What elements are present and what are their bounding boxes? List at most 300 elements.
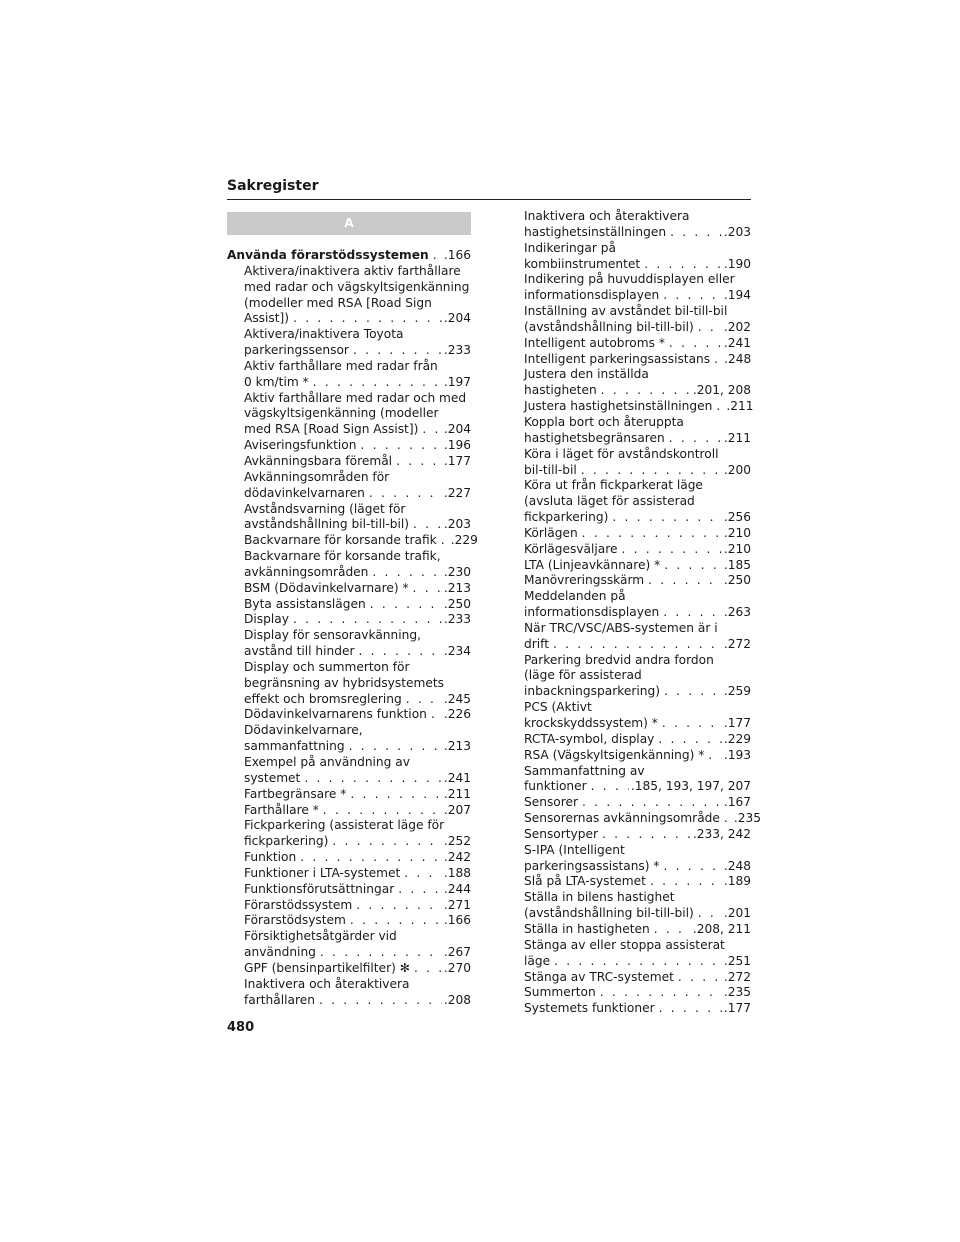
index-entry-text: Indikering på huvuddisplayen eller xyxy=(524,272,735,287)
index-entry-row xyxy=(524,399,754,415)
index-entry-row xyxy=(524,795,751,811)
index-entry-row xyxy=(524,225,751,241)
page-reference: .203 xyxy=(723,224,751,239)
dot-leader xyxy=(601,383,691,399)
page-reference: .166 xyxy=(443,913,471,928)
dot-leader xyxy=(654,922,691,938)
index-entry xyxy=(524,843,751,875)
dot-leader xyxy=(670,225,722,241)
page-reference: .211 xyxy=(723,430,751,445)
index-entry-text: användning xyxy=(244,945,316,960)
index-entry-row xyxy=(244,803,471,819)
dot-leader xyxy=(370,597,442,613)
index-entry xyxy=(524,811,762,827)
dot-leader xyxy=(356,898,442,914)
dot-leader xyxy=(678,970,722,986)
page-reference: .200 xyxy=(723,462,751,477)
index-entry xyxy=(227,391,471,439)
index-entry-text: Körlägesväljare xyxy=(524,541,618,556)
index-entry-text: Dödavinkelvarnare, xyxy=(244,723,363,738)
index-entry-text: Manövreringsskärm xyxy=(524,573,645,588)
index-entry xyxy=(524,558,751,574)
index-entry xyxy=(524,415,751,447)
page-reference: .177 xyxy=(723,1001,751,1016)
index-entry-row xyxy=(244,375,471,391)
index-entry-row xyxy=(524,320,751,336)
index-entry-row xyxy=(244,422,471,438)
page-reference: .256 xyxy=(723,510,751,525)
header-divider xyxy=(227,199,751,200)
index-entry-text: funktioner xyxy=(524,779,587,794)
index-entry xyxy=(227,755,471,787)
index-entry xyxy=(524,241,751,273)
index-entry-text: läge xyxy=(524,953,551,968)
index-entry-text: Intelligent autobroms * xyxy=(524,335,665,350)
index-entry-row xyxy=(524,716,751,732)
index-entry-row xyxy=(244,961,471,977)
index-entry-row xyxy=(244,612,471,628)
dot-leader xyxy=(662,716,722,732)
index-entry xyxy=(227,961,471,977)
index-entry-row xyxy=(524,748,751,764)
section-letter-banner: A xyxy=(227,212,471,235)
index-entry-text: Aktiv farthållare med radar från xyxy=(244,358,438,373)
page-reference: .248 xyxy=(723,858,751,873)
page-reference: .204 xyxy=(443,311,471,326)
dot-leader xyxy=(293,612,442,628)
dot-leader xyxy=(431,707,442,723)
dot-leader xyxy=(396,454,442,470)
index-entry xyxy=(227,549,471,581)
index-entry-text: Sensorer xyxy=(524,795,579,810)
page-reference: .208, 211 xyxy=(692,921,751,936)
index-entry-row xyxy=(524,779,751,795)
dot-leader xyxy=(669,431,722,447)
index-entry xyxy=(524,890,751,922)
index-entry xyxy=(524,399,754,415)
page-reference: .263 xyxy=(723,605,751,620)
index-entry xyxy=(227,850,471,866)
index-entry xyxy=(524,526,751,542)
index-entry xyxy=(227,470,471,502)
index-entry-row xyxy=(244,739,471,755)
dot-leader xyxy=(349,739,442,755)
dot-leader xyxy=(600,985,722,1001)
index-entry-text: Avståndsvarning (läget för xyxy=(244,501,406,516)
index-entry xyxy=(524,573,751,589)
index-entry-row xyxy=(244,343,471,359)
page-reference: .230 xyxy=(443,564,471,579)
index-entry-row xyxy=(524,874,751,890)
index-entry-text: Assist]) xyxy=(244,311,290,326)
dot-leader xyxy=(621,542,721,558)
page-reference: .227 xyxy=(443,485,471,500)
page-reference: .241 xyxy=(443,770,471,785)
index-entry xyxy=(524,764,751,796)
page-reference: .190 xyxy=(723,256,751,271)
index-entry-text: parkeringsassistans) * xyxy=(524,858,660,873)
page-reference: .213 xyxy=(443,580,471,595)
index-entry xyxy=(524,209,751,241)
index-entry-text: parkeringssensor xyxy=(244,343,349,358)
index-entry-row xyxy=(244,898,471,914)
index-entry-row xyxy=(244,882,471,898)
index-entry-text: När TRC/VSC/ABS-systemen är i xyxy=(524,620,718,635)
dot-leader xyxy=(350,913,442,929)
index-entry-text: Inaktivera och återaktivera xyxy=(524,209,690,223)
index-entry-row xyxy=(244,581,471,597)
index-entry xyxy=(227,707,471,723)
index-entry xyxy=(524,700,751,732)
index-entry-row xyxy=(244,787,471,803)
index-entry-text: Exempel på användning av xyxy=(244,755,410,769)
index-entry xyxy=(524,732,751,748)
index-entry-text: hastighetsinställningen xyxy=(524,224,667,239)
index-entry-text: dödavinkelvarnaren xyxy=(244,485,365,500)
index-entry-text: Stänga av eller stoppa assisterat xyxy=(524,937,725,952)
page-reference: .245 xyxy=(443,691,471,706)
dot-leader xyxy=(369,486,442,502)
page-reference: .233 xyxy=(443,343,471,358)
index-entry xyxy=(524,272,751,304)
dot-leader xyxy=(404,866,442,882)
index-entry-row xyxy=(524,558,751,574)
index-entry-row xyxy=(244,454,471,470)
index-entry-text: Förarstödsystem xyxy=(244,913,346,928)
index-entry xyxy=(227,612,471,628)
index-entry-text: bil-till-bil xyxy=(524,462,577,477)
dot-leader xyxy=(441,533,449,549)
index-entry-text: (läge för assisterad xyxy=(524,668,642,683)
index-entry xyxy=(227,502,471,534)
dot-leader xyxy=(591,779,629,795)
index-entry-text: Inaktivera och återaktivera xyxy=(244,976,410,991)
index-entry xyxy=(227,597,471,613)
dot-leader xyxy=(698,320,722,336)
index-entry-text: (modeller med RSA [Road Sign xyxy=(244,295,432,310)
index-entry-row xyxy=(244,311,471,327)
page-reference: .185 xyxy=(723,557,751,572)
index-entry-text: Fickparkering (assisterat läge för xyxy=(244,818,445,833)
index-entry-text: Försiktighetsåtgärder vid xyxy=(244,929,397,944)
index-entry-text: hastigheten xyxy=(524,383,597,398)
index-entry-text: avstånd till hinder xyxy=(244,644,355,659)
index-entry-text: Dödavinkelvarnarens funktion xyxy=(244,707,427,722)
dot-leader xyxy=(553,637,722,653)
index-entry-text: (avståndshållning bil-till-bil) xyxy=(524,906,694,921)
index-entry-row xyxy=(524,811,762,827)
index-entry-row xyxy=(244,486,471,502)
index-entry-text: (avsluta läget för assisterad xyxy=(524,494,695,509)
index-entry xyxy=(227,438,471,454)
dot-leader xyxy=(602,827,691,843)
index-entry-text: Funktionsförutsättningar xyxy=(244,881,395,896)
index-entry xyxy=(524,874,751,890)
index-entry xyxy=(524,478,751,526)
index-entry xyxy=(524,447,751,479)
index-entry-text: inbackningsparkering) xyxy=(524,684,660,699)
index-entry xyxy=(227,787,471,803)
index-entry-row xyxy=(524,954,751,970)
page-reference: .272 xyxy=(723,636,751,651)
index-entry xyxy=(524,970,751,986)
page-reference: .226 xyxy=(443,707,471,722)
index-entry-text: begränsning av hybridsystemets xyxy=(244,675,445,690)
index-entry xyxy=(227,581,471,597)
index-entry-row xyxy=(524,732,751,748)
index-entry-text: kombiinstrumentet xyxy=(524,256,641,271)
index-entry-text: Stänga av TRC-systemet xyxy=(524,969,674,984)
index-entry-text: Parkering bredvid andra fordon xyxy=(524,652,714,667)
page-reference: .234 xyxy=(443,644,471,659)
dot-leader xyxy=(650,874,722,890)
dot-leader xyxy=(406,692,442,708)
index-entry-row xyxy=(244,533,478,549)
index-entry xyxy=(524,922,751,938)
index-entry-row xyxy=(524,859,751,875)
page-reference: .197 xyxy=(443,374,471,389)
index-entry xyxy=(524,542,751,558)
index-entry xyxy=(227,898,471,914)
dot-leader xyxy=(669,336,722,352)
index-entry xyxy=(227,327,471,359)
page-reference: .201, 208 xyxy=(692,383,751,398)
page-reference: .203 xyxy=(443,517,471,532)
index-entry-text: Display för sensoravkänning, xyxy=(244,628,421,643)
index-column-right xyxy=(524,209,762,1017)
index-entry-text: hastighetsbegränsaren xyxy=(524,430,665,445)
dot-leader xyxy=(293,311,442,327)
dot-leader xyxy=(716,399,724,415)
index-entry-row xyxy=(244,438,471,454)
index-entry-text: Farthållare * xyxy=(244,802,319,817)
index-entry-row xyxy=(244,945,471,961)
dot-leader xyxy=(582,795,722,811)
page-reference: .213 xyxy=(443,739,471,754)
index-entry-text: Ställa in hastigheten xyxy=(524,921,650,936)
index-entry-text: 0 km/tim * xyxy=(244,374,309,389)
index-entry-row xyxy=(244,692,471,708)
index-entry-text: vägskyltsigenkänning (modeller xyxy=(244,406,439,421)
index-entry-text: Display och summerton för xyxy=(244,659,410,674)
index-entry xyxy=(227,866,471,882)
index-entry-row xyxy=(524,985,751,1001)
index-entry-row xyxy=(244,707,471,723)
dot-leader xyxy=(644,257,722,273)
page-reference: .177 xyxy=(723,716,751,730)
index-entry-text: S-IPA (Intelligent xyxy=(524,842,625,857)
index-entry-row xyxy=(244,834,471,850)
index-entry-text: Aviseringsfunktion xyxy=(244,438,357,453)
index-entry-text: Justera hastighetsinställningen xyxy=(524,399,713,414)
index-entry xyxy=(227,248,471,264)
page-reference: .267 xyxy=(443,945,471,960)
index-entry-row xyxy=(244,993,471,1009)
dot-leader xyxy=(304,771,442,787)
page-reference: .233, 242 xyxy=(692,826,751,841)
page-reference: .229 xyxy=(450,533,478,548)
page-reference: .241 xyxy=(723,335,751,350)
index-entry-text: Justera den inställda xyxy=(524,367,649,382)
page-reference: .272 xyxy=(723,969,751,984)
page-reference: .185, 193, 197, 207 xyxy=(630,779,751,794)
index-entry-row xyxy=(524,336,751,352)
index-entry xyxy=(524,621,751,653)
index-entry-text: Ställa in bilens hastighet xyxy=(524,890,675,905)
index-entry-row xyxy=(244,850,471,866)
index-entry xyxy=(227,628,471,660)
dot-leader xyxy=(422,422,442,438)
index-entry-text: Meddelanden på xyxy=(524,589,626,604)
dot-leader xyxy=(554,954,722,970)
index-entry-row xyxy=(524,526,751,542)
dot-leader xyxy=(581,463,722,479)
page-reference: .242 xyxy=(443,850,471,865)
page-reference: .259 xyxy=(723,684,751,699)
index-entry-text: Köra i läget för avståndskontroll xyxy=(524,446,719,461)
index-entry-text: effekt och bromsreglering xyxy=(244,691,402,706)
index-entry-text: systemet xyxy=(244,770,301,785)
index-entry-row xyxy=(524,1001,751,1017)
index-entry-row xyxy=(524,922,751,938)
index-entry-text: GPF (bensinpartikelfilter) ✻ xyxy=(244,960,410,975)
index-entry xyxy=(227,264,471,327)
index-entry xyxy=(524,827,751,843)
index-entry xyxy=(227,723,471,755)
index-entry-text: Koppla bort och återuppta xyxy=(524,414,684,429)
page-reference: .188 xyxy=(443,865,471,880)
dot-leader xyxy=(350,787,442,803)
index-entry-row xyxy=(524,288,751,304)
index-entry-text: Fartbegränsare * xyxy=(244,786,347,801)
dot-leader xyxy=(413,517,442,533)
index-entry xyxy=(524,589,751,621)
page-reference: .201 xyxy=(723,906,751,921)
index-entry-text: Sensortyper xyxy=(524,826,599,841)
page-reference: .235 xyxy=(723,985,751,1000)
dot-leader xyxy=(332,834,441,850)
index-entry-text: Använda förarstödssystemen xyxy=(227,248,429,262)
dot-leader xyxy=(664,859,722,875)
index-entry-text: Backvarnare för korsande trafik xyxy=(244,533,437,548)
dot-leader xyxy=(359,644,442,660)
page-reference: .210 xyxy=(723,541,751,556)
index-entry-row xyxy=(524,383,751,399)
index-entry-row xyxy=(524,257,751,273)
dot-leader xyxy=(659,1001,722,1017)
dot-leader xyxy=(323,803,442,819)
page-reference: .244 xyxy=(443,881,471,896)
index-entry-text: farthållaren xyxy=(244,992,315,1007)
index-column-left xyxy=(227,212,478,1009)
page-reference: .166 xyxy=(443,248,471,262)
page-reference: .193 xyxy=(723,747,751,762)
index-entry xyxy=(227,929,471,961)
index-entry-row xyxy=(227,248,471,264)
index-entry-text: (avståndshållning bil-till-bil) xyxy=(524,319,694,334)
index-entry-row xyxy=(244,866,471,882)
index-entry-row xyxy=(524,352,751,368)
index-entry-text: med radar och vägskyltsigenkänning xyxy=(244,279,470,294)
page-reference: .196 xyxy=(443,438,471,453)
index-entry xyxy=(227,913,471,929)
page-reference: .204 xyxy=(443,422,471,437)
page-reference: .229 xyxy=(723,731,751,746)
index-entry-text: Aktiv farthållare med radar och med xyxy=(244,390,467,405)
index-entry xyxy=(524,653,751,701)
index-entry-row xyxy=(524,906,751,922)
dot-leader xyxy=(714,352,722,368)
index-entry-text: Indikeringar på xyxy=(524,240,616,255)
page-reference: .211 xyxy=(726,399,754,414)
index-entry-row xyxy=(244,771,471,787)
index-entry-text: RSA (Vägskyltsigenkänning) * xyxy=(524,747,705,762)
dot-leader xyxy=(664,558,722,574)
index-entry-text: Aktivera/inaktivera Toyota xyxy=(244,327,404,342)
index-entry-text: Aktivera/inaktivera aktiv farthållare xyxy=(244,263,461,278)
index-entry-text: Backvarnare för korsande trafik, xyxy=(244,549,441,564)
index-entry xyxy=(227,803,471,819)
index-entry-text: avståndshållning bil-till-bil) xyxy=(244,517,410,532)
index-entry xyxy=(227,882,471,898)
index-entry-text: avkänningsområden xyxy=(244,564,369,579)
index-entry-text: Köra ut från fickparkerat läge xyxy=(524,478,703,493)
dot-leader xyxy=(398,882,442,898)
index-entry xyxy=(524,1001,751,1017)
dot-leader xyxy=(648,573,722,589)
index-entry-row xyxy=(244,517,471,533)
index-entry-text: BSM (Dödavinkelvarnare) * xyxy=(244,580,409,595)
index-entry xyxy=(227,977,471,1009)
index-entry-text: drift xyxy=(524,636,549,651)
index-entry-row xyxy=(524,684,751,700)
page-reference: .207 xyxy=(443,802,471,817)
index-entry-row xyxy=(244,644,471,660)
page-reference: .248 xyxy=(724,351,752,366)
index-entry-text: Inställning av avståndet bil-till-bil xyxy=(524,304,728,319)
dot-leader xyxy=(663,605,722,621)
index-entry-text: Funktioner i LTA-systemet xyxy=(244,865,401,880)
page-reference: .208 xyxy=(443,992,471,1007)
page-reference: .202 xyxy=(723,319,751,334)
dot-leader xyxy=(698,906,722,922)
dot-leader xyxy=(708,748,721,764)
dot-leader xyxy=(658,732,721,748)
index-entry-text: LTA (Linjeavkännare) * xyxy=(524,557,661,572)
page-number: 480 xyxy=(227,1020,255,1035)
index-entry xyxy=(227,533,478,549)
page-reference: .250 xyxy=(723,573,751,588)
index-entry-text: Sammanfattning av xyxy=(524,763,645,778)
page-reference: .211 xyxy=(443,786,471,801)
index-entry-row xyxy=(524,970,751,986)
page-reference: .250 xyxy=(443,596,471,611)
dot-leader xyxy=(664,684,722,700)
dot-leader xyxy=(724,811,732,827)
index-entry-text: Avkänningsbara föremål xyxy=(244,453,393,468)
index-entry xyxy=(227,359,471,391)
index-header-title: Sakregister xyxy=(227,178,319,194)
index-entry xyxy=(227,660,471,708)
index-entry xyxy=(524,352,751,368)
dot-leader xyxy=(372,565,441,581)
index-entry-row xyxy=(524,605,751,621)
index-entry-text: fickparkering) xyxy=(244,834,329,849)
page-reference: .251 xyxy=(723,953,751,968)
page-reference: .270 xyxy=(443,960,471,975)
index-entry-text: sammanfattning xyxy=(244,739,345,754)
index-entry-text: informationsdisplayen xyxy=(524,288,660,303)
